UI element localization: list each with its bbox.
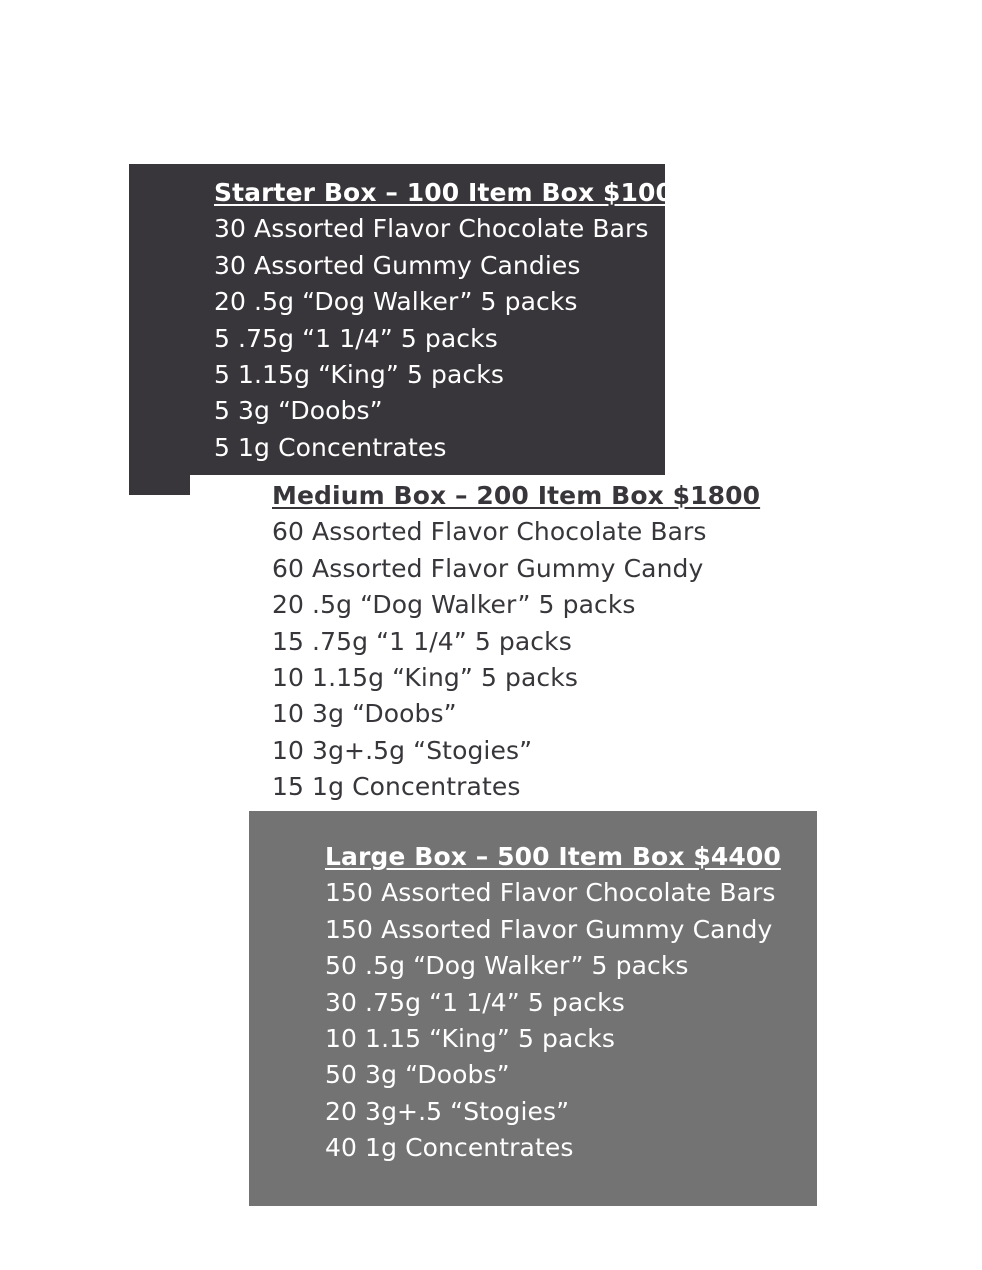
starter-box-item: 30 Assorted Gummy Candies <box>214 250 581 280</box>
starter-box-item: 20 .5g “Dog Walker” 5 packs <box>214 287 578 317</box>
large-box-item: 30 .75g “1 1/4” 5 packs <box>325 987 625 1017</box>
medium-box-item: 60 Assorted Flavor Gummy Candy <box>272 553 704 583</box>
starter-box-background-tab <box>129 475 190 495</box>
large-box-item: 50 3g “Doobs” <box>325 1060 510 1090</box>
large-box-item: 150 Assorted Flavor Gummy Candy <box>325 914 773 944</box>
large-box-item: 150 Assorted Flavor Chocolate Bars <box>325 878 776 908</box>
starter-box-title: Starter Box – 100 Item Box $1000 <box>214 178 691 207</box>
medium-box-item: 15 1g Concentrates <box>272 772 521 802</box>
starter-box-item: 5 1.15g “King” 5 packs <box>214 360 504 390</box>
large-box-item: 40 1g Concentrates <box>325 1133 574 1163</box>
starter-box-list <box>214 175 690 466</box>
medium-box-item: 60 Assorted Flavor Chocolate Bars <box>272 517 707 547</box>
medium-box-item: 10 3g+.5g “Stogies” <box>272 735 533 765</box>
large-box-item: 20 3g+.5 “Stogies” <box>325 1096 570 1126</box>
medium-box-item: 10 1.15g “King” 5 packs <box>272 663 578 693</box>
starter-box-item: 5 1g Concentrates <box>214 432 447 462</box>
medium-box-item: 15 .75g “1 1/4” 5 packs <box>272 626 572 656</box>
large-box-title: Large Box – 500 Item Box $4400 <box>325 842 781 871</box>
starter-box-item: 30 Assorted Flavor Chocolate Bars <box>214 214 649 244</box>
starter-box-item: 5 3g “Doobs” <box>214 396 383 426</box>
starter-box-item: 5 .75g “1 1/4” 5 packs <box>214 323 498 353</box>
medium-box-item: 10 3g “Doobs” <box>272 699 457 729</box>
medium-box-title: Medium Box – 200 Item Box $1800 <box>272 481 761 510</box>
medium-box-item: 20 .5g “Dog Walker” 5 packs <box>272 590 636 620</box>
medium-box-list <box>272 478 760 806</box>
large-box-list <box>325 839 781 1167</box>
large-box-item: 10 1.15 “King” 5 packs <box>325 1024 615 1054</box>
large-box-item: 50 .5g “Dog Walker” 5 packs <box>325 951 689 981</box>
